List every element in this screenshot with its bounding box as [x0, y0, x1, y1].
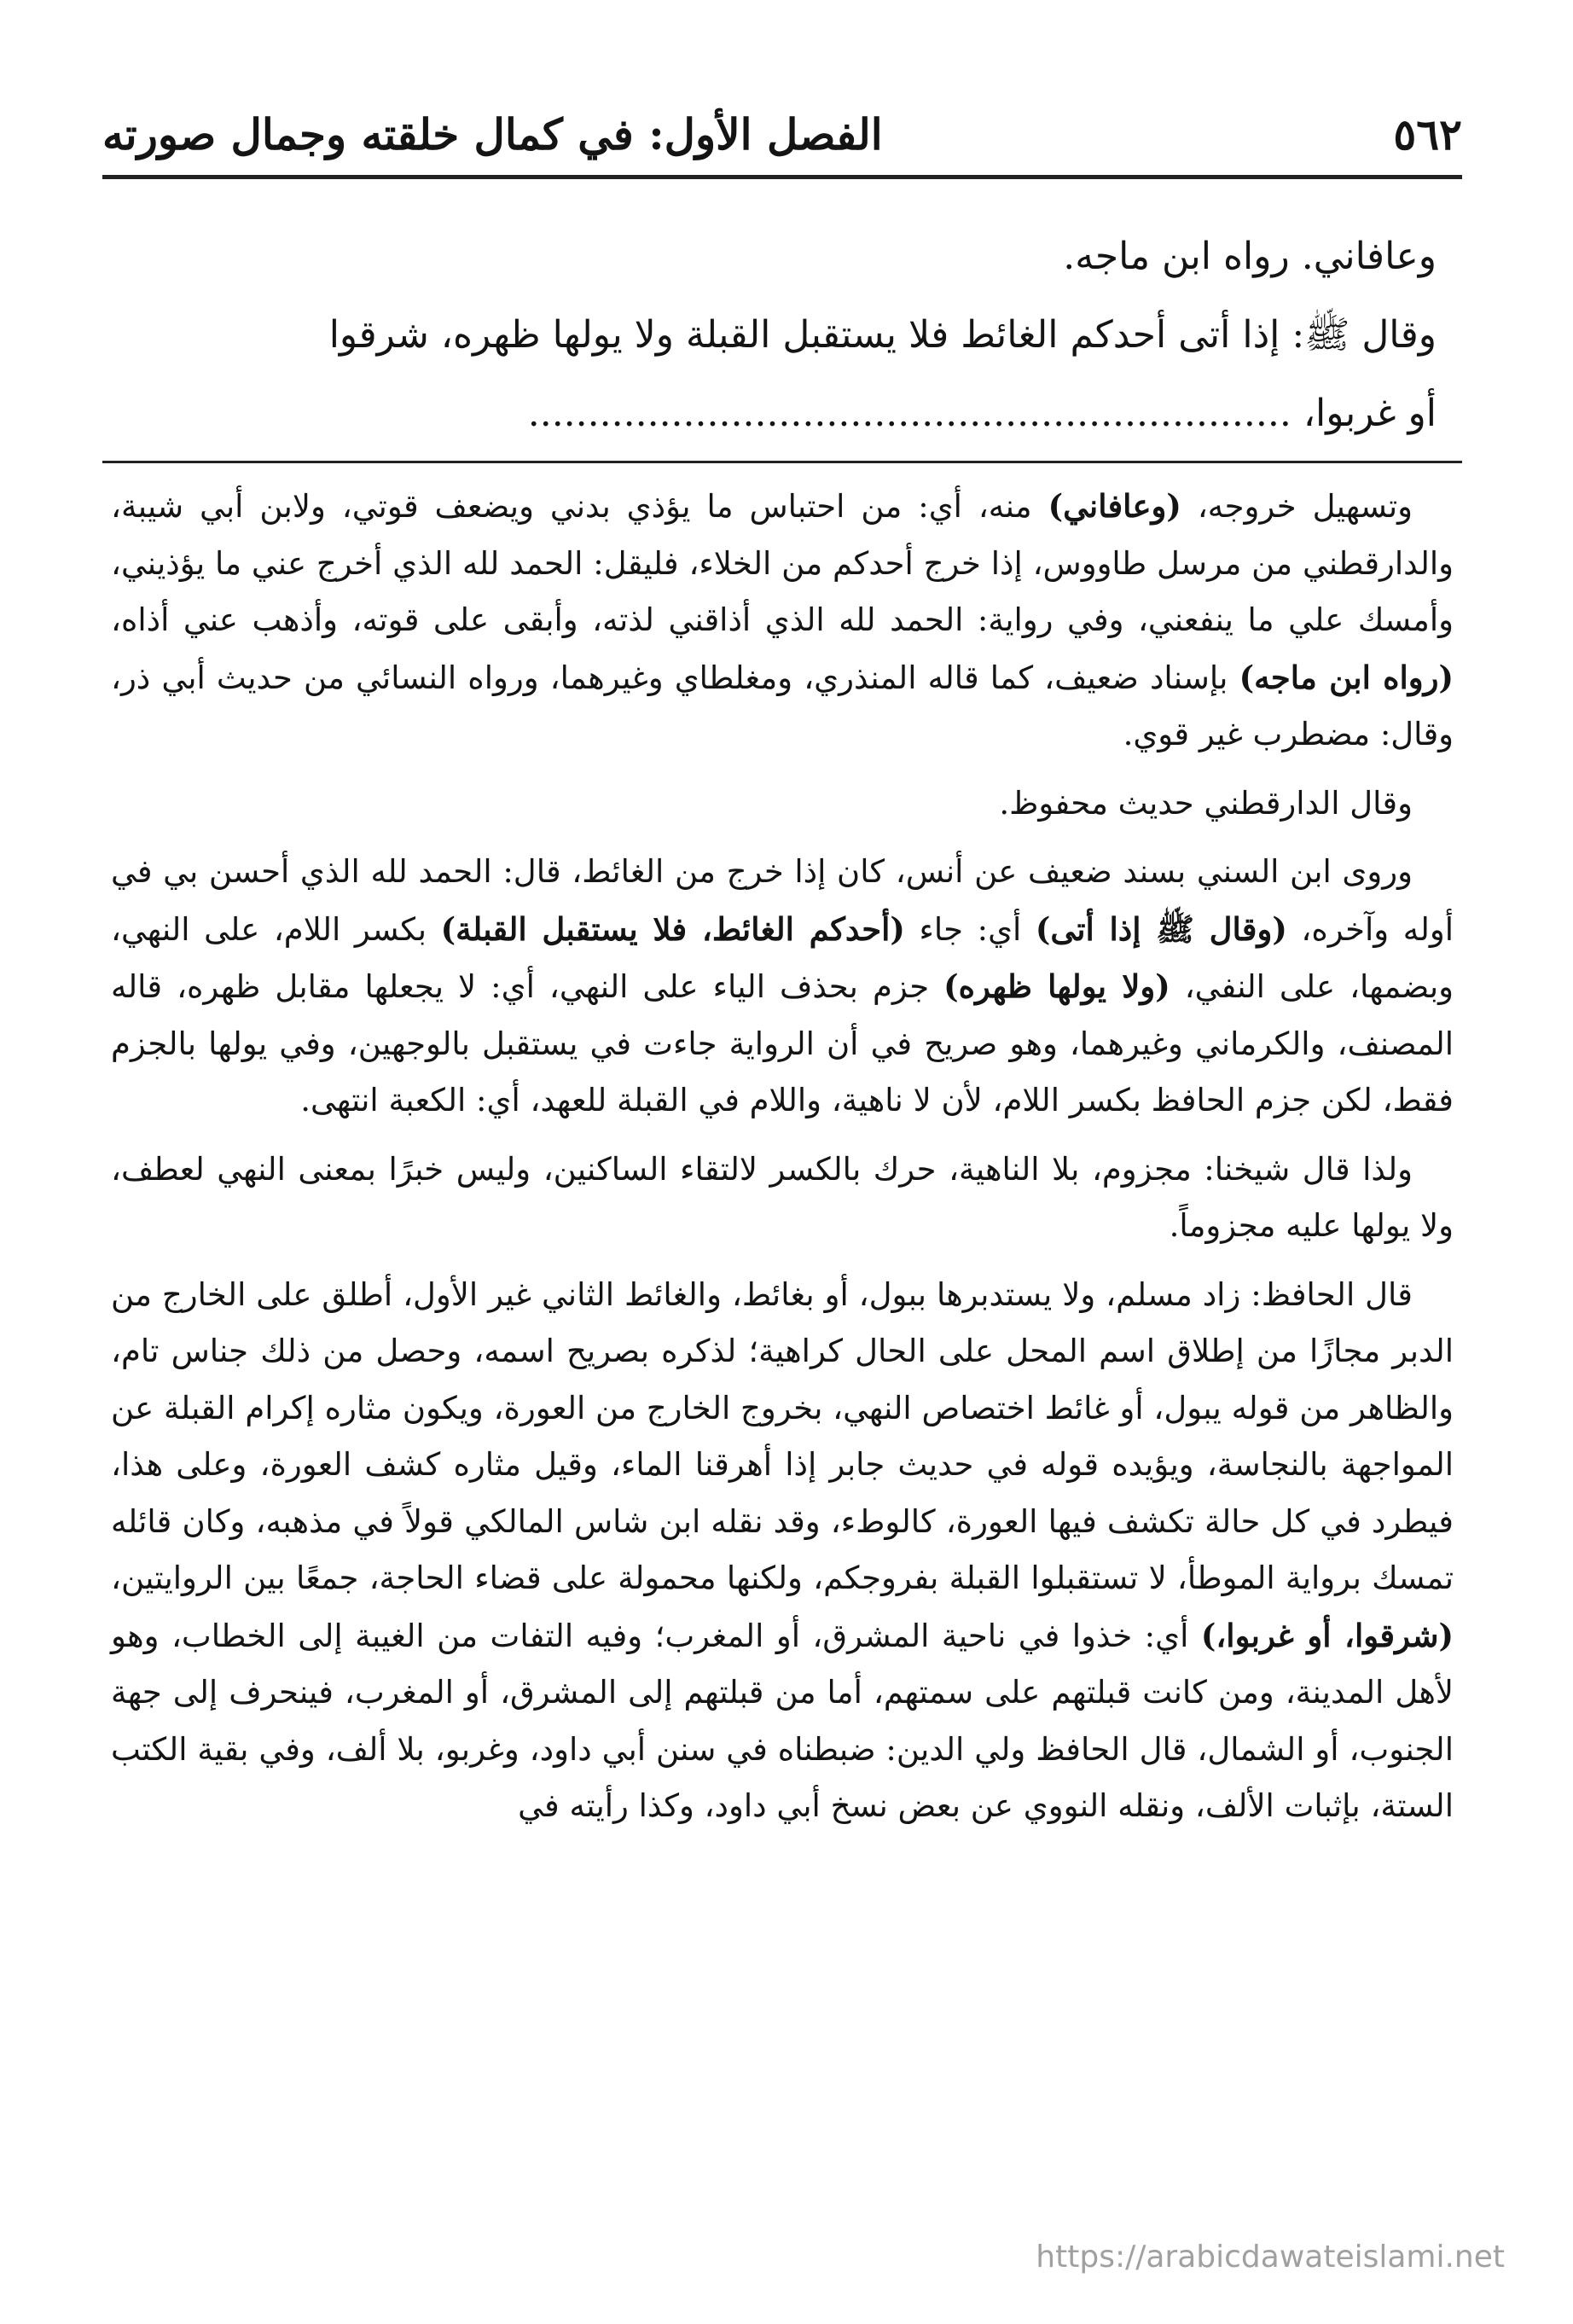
commentary-text: بكسر اللام، على النهي، وبضمها، على النفي،: [111, 910, 1454, 1005]
bold-quoted-text: (وقال ﷺ إذا أتى): [1035, 909, 1287, 948]
bold-quoted-text: (ولا يولها ظهره): [943, 967, 1170, 1005]
matn-separator-rule: [102, 461, 1462, 463]
matn-line: وعافاني. رواه ابن ماجه.: [1063, 235, 1437, 278]
bold-quoted-text: (شرقوا، أو غربوا،): [1200, 1616, 1454, 1654]
commentary-text: منه، أي: من احتباس ما يؤذي بدني ويضعف قوتي، ولابن أبي شيبة، والدارقطني من مرسل طاووس، إذا خرج أحدكم من الخلاء، فليقل: الحمد لله الذي أخرج عني ما يؤذيني، وأمسك علي ما ينفعني، وفي رواية: الحمد لله الذي أذاقني لذته، وأبقى على قوته، وأذهب عني أذاه،: [111, 488, 1454, 638]
commentary-text: ولذا قال شيخنا: مجزوم، بلا الناهية، حرك بالكسر لالتقاء الساكنين، وليس خبرًا بمعنى النهي لعطف، ولا يولها عليه مجزوماً.: [111, 1150, 1454, 1244]
commentary-text: وقال الدارقطني حديث محفوظ.: [999, 784, 1413, 822]
page-number: ٥٦٢: [1393, 108, 1462, 160]
sharh-paragraph: [111, 1142, 1454, 1255]
commentary-text: أي: جاء: [904, 910, 1036, 948]
matn-continuation-dots: ................................................................: [527, 392, 1291, 435]
sharh-paragraph: [111, 478, 1454, 764]
sharh-commentary: [111, 478, 1454, 1847]
matn-text: [111, 218, 1437, 453]
commentary-text: أي: خذوا في ناحية المشرق، أو المغرب؛ وفيه التفات من الغيبة إلى الخطاب، وهو لأهل المدينة، ومن كانت قبلتهم على سمتهم، أما من قبلتهم إلى المشرق، أو المغرب، فينحرف إلى جهة الجنوب، أو الشمال، قال الحافظ ولي الدين: ضبطناه في سنن أبي داود، وغربو، بلا ألف، وفي بقية الكتب الستة، بإثبات الألف، ونقله النووي عن بعض نسخ أبي داود، وكذا رأيته في: [111, 1617, 1454, 1824]
commentary-text: قال الحافظ: زاد مسلم، ولا يستدبرها ببول، أو بغائط، والغائط الثاني غير الأول، أطلق على الخارج من الدبر مجازًا من إطلاق اسم المحل على الحال كراهية؛ لذكره بصريح اسمه، وحصل من ذلك جناس تام، والظاهر من قوله يبول، أو غائط اختصاص النهي، بخروج الخارج من العورة، ويكون مثاره إكرام القبلة عن المواجهة بالنجاسة، ويؤيده قوله في حديث جابر إذا أهرقنا الماء، وقيل مثاره كشف العورة، وعلى هذا، فيطرد في كل حالة تكشف فيها العورة، كالوطء، وقد نقله ابن شاس المالكي قولاً في مذهبه، وكان قائله تمسك برواية الموطأ، لا تستقبلوا القبلة بفروجكم، ولكنها محمولة على قضاء الحاجة، جمعًا بين الروايتين،: [111, 1275, 1454, 1596]
commentary-text: بإسناد ضعيف، كما قاله المنذري، ومغلطاي وغيرهما، ورواه النسائي من حديث أبي ذر، وقال: مضطرب غير قوي.: [111, 659, 1454, 752]
commentary-text: وروى ابن السني بسند ضعيف عن أنس، كان إذا خرج من الغائط، قال: الحمد لله الذي أحسن بي في أوله وآخره،: [111, 853, 1454, 948]
running-title: الفصل الأول: في كمال خلقته وجمال صورته: [102, 108, 883, 160]
matn-line-text: أو غربوا،: [1303, 392, 1437, 435]
sharh-paragraph: [111, 844, 1454, 1130]
page-header: [102, 96, 1462, 172]
website-watermark: https://arabicdawateislami.net: [1036, 2240, 1505, 2275]
commentary-text: جزم بحذف الياء على النهي، أي: لا يجعلها مقابل ظهره، قاله المصنف، والكرماني وغيرهما، وهو صريح في أن الرواية جاءت في يستقبل بالوجهين، وفي يولها بالجزم فقط، لكن جزم الحافظ بكسر اللام، لأن لا ناهية، واللام في القبلة للعهد، أي: الكعبة انتهى.: [111, 968, 1454, 1118]
header-rule: [102, 175, 1462, 179]
matn-line: [111, 375, 1437, 453]
sharh-paragraph: [111, 776, 1454, 833]
matn-line: وقال ﷺ: إذا أتى أحدكم الغائط فلا يستقبل القبلة ولا يولها ظهره، شرقوا: [328, 313, 1437, 357]
bold-quoted-text: (أحدكم الغائط، فلا يستقبل القبلة): [440, 909, 905, 948]
bold-quoted-text: (وعافاني): [1048, 487, 1181, 525]
sharh-paragraph: [111, 1267, 1454, 1835]
bold-quoted-text: (رواه ابن ماجه): [1239, 658, 1454, 696]
commentary-text: وتسهيل خروجه،: [1181, 488, 1413, 525]
